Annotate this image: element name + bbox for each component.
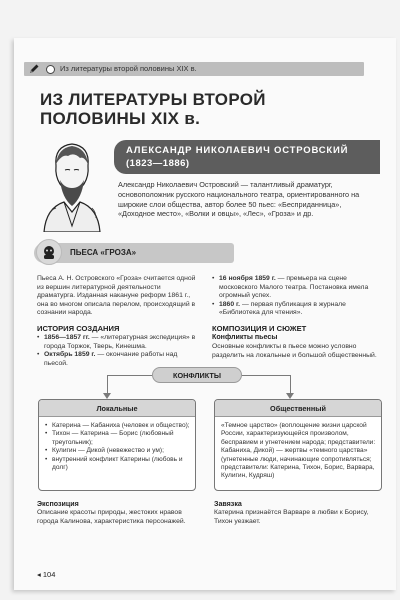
local-conflicts-header [39, 400, 195, 417]
local-conflicts-box [38, 399, 196, 491]
composition-text: Основные конфликты в пьесе можно условно разделить на локальные и большой общественный. [212, 343, 377, 359]
exposition-text: Описание красоты природы, жестоких нравов города Калинова, характеристика персонажей. [37, 509, 186, 525]
conflict-item: • Катерина — Кабаниха (человек и общество); [45, 422, 191, 430]
author-portrait-icon [34, 136, 110, 232]
conflicts-label: КОНФЛИКТЫ [173, 371, 221, 380]
conflicts-subheading: Конфликты пьесы [212, 333, 278, 341]
history-list [37, 334, 199, 368]
conflicts-label-badge [152, 367, 242, 383]
page-number [37, 570, 55, 579]
composition-heading: КОМПОЗИЦИЯ И СЮЖЕТ [212, 324, 307, 333]
breadcrumb: Из литературы второй половины XIX в. [60, 64, 197, 73]
author-years: (1823—1886) [126, 158, 190, 169]
page-number-value: 104 [42, 570, 56, 579]
connector-line [290, 375, 291, 393]
page-arrow-icon: ◂ [37, 570, 43, 579]
history-item: • Октябрь 1859 г. — окончание работы над пьесой. [37, 351, 199, 368]
play-facts [212, 275, 380, 318]
social-conflict-box [214, 399, 382, 491]
author-intro: Александр Николаевич Островский — талантливый драматург, основоположник русского национального театра, ориентированного на широкие слои общества, автор более 50 пьес: «Бесприданница», «Доходное место», «Волки и овцы», «Лес», «Гроза» и др. [118, 180, 360, 219]
social-conflict-header [215, 400, 381, 417]
exposition-heading: Экспозиция [37, 500, 79, 508]
pencil-icon [28, 63, 40, 75]
play-title: ПЬЕСА «ГРОЗА» [70, 248, 137, 257]
connector-line [107, 375, 152, 376]
play-intro: Пьеса А. Н. Островского «Гроза» считается одной из вершин литературной деятельности драматурга. Изданная накануне реформ 1861 г., она во многом описала перелом, происходящий в сознании народа. [37, 275, 196, 317]
connector-line [242, 375, 290, 376]
play-icon-badge [36, 239, 62, 265]
conflict-item: • Тихон — Катерина — Борис (любовный треугольник); [45, 430, 191, 447]
plot-heading: Завязка [214, 500, 242, 508]
history-item: • 1856—1857 гг. — «литературная экспедиция» в города Торжок, Тверь, Кинешма. [37, 334, 199, 351]
local-conflicts-title: Локальные [96, 404, 138, 413]
author-heading-band [114, 140, 380, 174]
local-conflicts-list [45, 422, 191, 472]
page-title: ИЗ ЛИТЕРАТУРЫ ВТОРОЙ ПОЛОВИНЫ XIX в. [40, 90, 266, 128]
conflict-item: • Кулигин — Дикой (невежество и ум); [45, 447, 191, 455]
social-conflict-text: «Темное царство» (воплощение жизни царской России, характеризующейся произволом, бесправием и угнетением народа; представители: Кабаниха, Дикой) — жертвы «темного царства» (угнетенные люди, начинающие сопротивляться; представители: Катерина, Тихон, Борис, Варвара, Кулигин, Кудряш) [221, 422, 376, 480]
social-conflict-title: Общественный [270, 404, 326, 413]
history-heading: ИСТОРИЯ СОЗДАНИЯ [37, 324, 120, 333]
connector-line [107, 375, 108, 393]
conflict-item: • внутренний конфликт Катерины (любовь и долг) [45, 456, 191, 473]
breadcrumb-search-icon [46, 65, 55, 74]
theater-mask-icon [41, 244, 57, 260]
plot-text: Катерина признаётся Варваре в любви к Борису, Тихон уезжает. [214, 509, 369, 525]
fact-item: • 16 ноября 1859 г. — премьера на сцене московского Малого театра. Постановка имела огромный успех. [212, 275, 380, 301]
fact-item: • 1860 г. — первая публикация в журнале «Библиотека для чтения». [212, 301, 380, 318]
author-name: АЛЕКСАНДР НИКОЛАЕВИЧ ОСТРОВСКИЙ [126, 145, 349, 156]
